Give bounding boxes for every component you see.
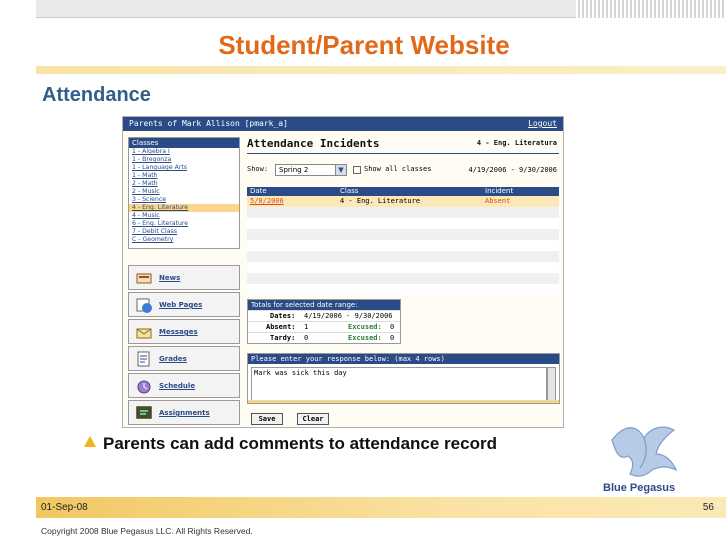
response-box bbox=[247, 353, 560, 404]
classes-header: Classes bbox=[129, 138, 239, 148]
nav-label: Web Pages bbox=[159, 301, 203, 309]
table-row-empty bbox=[247, 273, 559, 284]
excused-label: Excused: bbox=[348, 334, 382, 342]
current-class: 4 - Eng. Literatura bbox=[476, 139, 557, 147]
incidents-table bbox=[247, 187, 559, 295]
show-all-label: Show all classes bbox=[364, 165, 432, 173]
tardy-value: 0 bbox=[304, 334, 309, 342]
term-select[interactable] bbox=[275, 164, 347, 176]
totals-row-absent bbox=[248, 321, 400, 332]
class-item[interactable]: 1 - Algebra I bbox=[132, 148, 170, 155]
news-icon bbox=[135, 269, 153, 287]
dates-value: 4/19/2006 - 9/30/2006 bbox=[304, 312, 393, 320]
class-item[interactable]: 2 - Music bbox=[132, 188, 160, 195]
row-class: 4 - Eng. Literature bbox=[340, 197, 421, 205]
nav-grades[interactable] bbox=[128, 346, 240, 371]
class-item[interactable]: 1 - Math bbox=[132, 172, 158, 179]
top-stripe bbox=[576, 0, 726, 18]
web-pages-icon bbox=[135, 296, 153, 314]
nav-schedule[interactable] bbox=[128, 373, 240, 398]
class-item[interactable]: 1 - Bregonza bbox=[132, 156, 172, 163]
response-header: Please enter your response below: (max 4 rows) bbox=[248, 354, 559, 364]
row-incident: Absent bbox=[485, 197, 511, 205]
chevron-down-icon: ▼ bbox=[335, 165, 346, 175]
col-incident[interactable]: Incident bbox=[485, 187, 514, 195]
col-class[interactable]: Class bbox=[340, 187, 359, 195]
col-date[interactable]: Date bbox=[250, 187, 267, 195]
show-label: Show: bbox=[247, 165, 269, 173]
nav-label: Schedule bbox=[159, 382, 196, 390]
assignments-icon bbox=[135, 404, 153, 422]
nav-label: News bbox=[159, 274, 181, 282]
absent-label: Absent: bbox=[266, 323, 296, 331]
totals-header: Totals for selected date range: bbox=[248, 300, 400, 310]
title-rule bbox=[36, 66, 726, 74]
footer-bar bbox=[36, 497, 726, 518]
incidents-title: Attendance Incidents bbox=[247, 137, 380, 150]
section-title: Attendance bbox=[42, 84, 151, 106]
excused-label: Excused: bbox=[348, 323, 382, 331]
class-item[interactable]: 2 - Math bbox=[132, 180, 158, 187]
nav-label: Messages bbox=[159, 328, 198, 336]
term-select-value: Spring 2 bbox=[279, 166, 309, 174]
table-row-empty bbox=[247, 229, 559, 240]
class-item[interactable]: C - Geometry bbox=[132, 236, 174, 243]
nav-messages[interactable] bbox=[128, 319, 240, 344]
nav-web-pages[interactable] bbox=[128, 292, 240, 317]
clear-button[interactable]: Clear bbox=[297, 413, 329, 425]
bullet-text: Parents can add comments to attendance record bbox=[103, 434, 497, 453]
app-header-title: Parents of Mark Allison [pmark_a] bbox=[129, 119, 288, 128]
page-number: 56 bbox=[702, 502, 714, 513]
response-textarea[interactable]: Mark was sick this day bbox=[251, 367, 547, 401]
show-all-checkbox[interactable] bbox=[353, 166, 361, 174]
tardy-label: Tardy: bbox=[270, 334, 296, 342]
logo-text: Blue Pegasus bbox=[603, 482, 676, 494]
absent-value: 1 bbox=[304, 323, 309, 331]
nav-label: Grades bbox=[159, 355, 187, 363]
class-item[interactable]: 4 - Music bbox=[132, 212, 160, 219]
excused-tardy-value: 0 bbox=[390, 334, 395, 342]
messages-icon bbox=[135, 323, 153, 341]
textarea-scrollbar[interactable] bbox=[547, 367, 556, 401]
schedule-icon bbox=[135, 377, 153, 395]
response-footer bbox=[248, 400, 559, 403]
row-date[interactable]: 5/0/2006 bbox=[250, 197, 284, 205]
class-item-selected[interactable]: 4 - Eng. Literature bbox=[129, 204, 239, 212]
app-screenshot bbox=[122, 116, 564, 428]
table-row-empty bbox=[247, 240, 559, 251]
footer-date: 01-Sep-08 bbox=[41, 502, 88, 513]
totals-box bbox=[247, 299, 401, 344]
logout-link[interactable]: Logout bbox=[528, 119, 557, 128]
title-underline bbox=[247, 153, 559, 154]
table-row-empty bbox=[247, 284, 559, 295]
table-row-empty bbox=[247, 218, 559, 229]
table-row-empty bbox=[247, 207, 559, 218]
save-button[interactable]: Save bbox=[251, 413, 283, 425]
excused-absent-value: 0 bbox=[390, 323, 395, 331]
class-item[interactable]: 7 - Debit Class bbox=[132, 228, 177, 235]
table-row-empty bbox=[247, 251, 559, 262]
date-range: 4/19/2006 - 9/30/2006 bbox=[468, 166, 557, 174]
bullet-icon bbox=[84, 436, 96, 447]
totals-row-tardy bbox=[248, 332, 400, 343]
class-item[interactable]: 3 - Science bbox=[132, 196, 167, 203]
copyright: Copyright 2008 Blue Pegasus LLC. All Rights Reserved. bbox=[41, 526, 253, 536]
slide-title: Student/Parent Website bbox=[218, 30, 510, 60]
nav-assignments[interactable] bbox=[128, 400, 240, 425]
top-bar bbox=[36, 0, 726, 18]
table-row-empty bbox=[247, 262, 559, 273]
class-item[interactable]: 1 - Language Arts bbox=[132, 164, 188, 171]
app-header bbox=[123, 117, 563, 131]
classes-panel bbox=[128, 137, 240, 249]
nav-news[interactable] bbox=[128, 265, 240, 290]
table-row[interactable] bbox=[247, 196, 559, 207]
dates-label: Dates: bbox=[270, 312, 296, 320]
class-item[interactable]: 6 - Eng. Literature bbox=[132, 220, 189, 227]
totals-row-dates bbox=[248, 310, 400, 321]
grades-icon bbox=[135, 350, 153, 368]
table-header bbox=[247, 187, 559, 196]
nav-label: Assignments bbox=[159, 409, 210, 417]
